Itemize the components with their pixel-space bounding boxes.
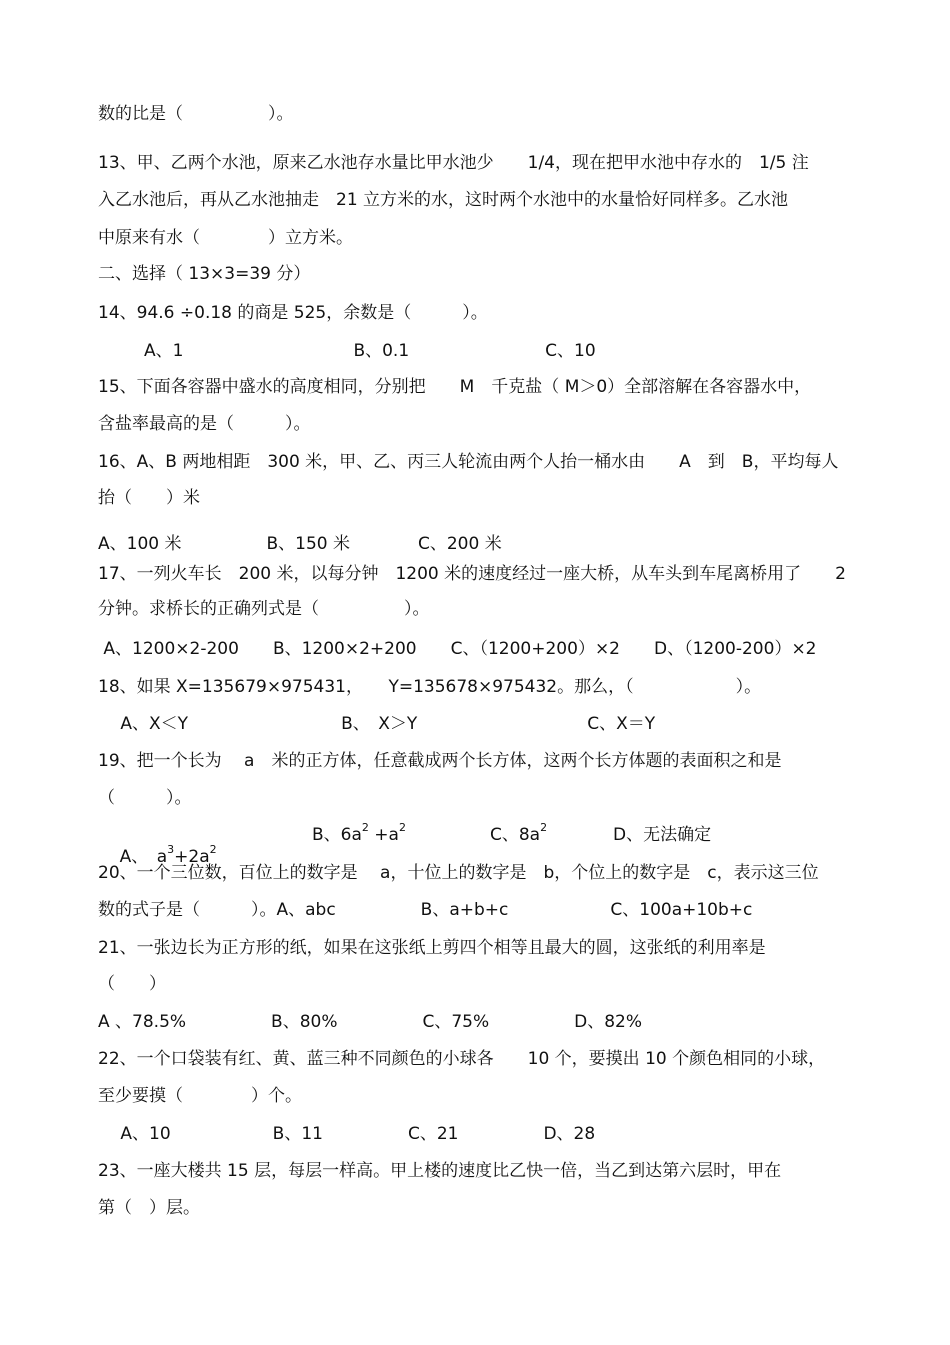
options-line: A 、78.5% B、80% C、75% D、82% bbox=[98, 1012, 643, 1032]
options-line: A、100 米 B、150 米 C、200 米 bbox=[98, 534, 502, 554]
text-line: 第（ ）层。 bbox=[98, 1198, 200, 1218]
question-15: 15、下面各容器中盛水的高度相同，分别把 M 千克盐（ M＞0）全部溶解在各容器水中， bbox=[98, 377, 812, 397]
text-line: 含盐率最高的是（ ）。 bbox=[98, 414, 311, 434]
question-18: 18、如果 X=135679×975431， Y=135678×975432。那么，（ ）。 bbox=[98, 677, 762, 697]
option-b: B、$6a^2 +a^2$ bbox=[312, 821, 406, 845]
question-21: 21、一张边长为正方形的纸，如果在这张纸上剪四个相等且最大的圆，这张纸的利用率是 bbox=[98, 938, 766, 958]
options-line: A、1 B、0.1 C、10 bbox=[110, 341, 596, 361]
options-line: A、X＜Y B、 X＞Y C、X＝Y bbox=[98, 714, 656, 734]
option-a: A、 $a^3+2a^2$ bbox=[119, 843, 217, 867]
text-line: 抬（ ）米 bbox=[98, 488, 200, 508]
option-d: D、无法确定 bbox=[613, 825, 712, 845]
text-line: 数的式子是（ ）。A、abc B、a+b+c C、100a+10b+c bbox=[98, 900, 753, 920]
text-line: 入乙水池后，再从乙水池抽走 21 立方米的水，这时两个水池中的水量恰好同样多。乙水池 bbox=[98, 190, 789, 210]
section-heading: 二、选择（ 13×3=39 分） bbox=[98, 264, 311, 284]
question-14: 14、94.6 ÷0.18 的商是 525，余数是（ ）。 bbox=[98, 303, 488, 323]
question-17: 17、一列火车长 200 米，以每分钟 1200 米的速度经过一座大桥，从车头到车尾离桥用了 2 bbox=[98, 564, 846, 584]
text-line: （ ） bbox=[98, 974, 166, 994]
option-c: C、$8a^2$ bbox=[490, 821, 548, 845]
question-23: 23、一座大楼共 15 层，每层一样高。甲上楼的速度比乙快一倍，当乙到达第六层时，甲在 bbox=[98, 1161, 782, 1181]
options-line: A、10 B、11 C、21 D、28 bbox=[98, 1124, 596, 1144]
question-19: 19、把一个长为 a 米的正方体，任意截成两个长方体，这两个长方体题的表面积之和是 bbox=[98, 751, 782, 771]
question-22: 22、一个口袋装有红、黄、蓝三种不同颜色的小球各 10 个，要摸出 10 个颜色相同的小球， bbox=[98, 1049, 826, 1069]
text-line: 分钟。求桥长的正确列式是（ ）。 bbox=[98, 599, 430, 619]
question-13: 13、甲、乙两个水池，原来乙水池存水量比甲水池少 1/4，现在把甲水池中存水的 1/5 注 bbox=[98, 153, 809, 173]
text-line: 数的比是（ ）。 bbox=[98, 104, 294, 124]
text-line: 至少要摸（ ）个。 bbox=[98, 1086, 302, 1106]
text-line: （ ）。 bbox=[98, 788, 192, 808]
question-20: 20、一个三位数，百位上的数字是 a，十位上的数字是 b，个位上的数字是 c，表示这三位 bbox=[98, 863, 819, 883]
text-line: 中原来有水（ ）立方米。 bbox=[98, 228, 353, 248]
question-16: 16、A、B 两地相距 300 米，甲、乙、丙三人轮流由两个人抬一桶水由 A 到 B，平均每人 bbox=[98, 452, 839, 472]
options-line: A、1200×2-200 B、1200×2+200 C、（1200+200）×2 D、（1200-200）×2 bbox=[98, 639, 817, 659]
